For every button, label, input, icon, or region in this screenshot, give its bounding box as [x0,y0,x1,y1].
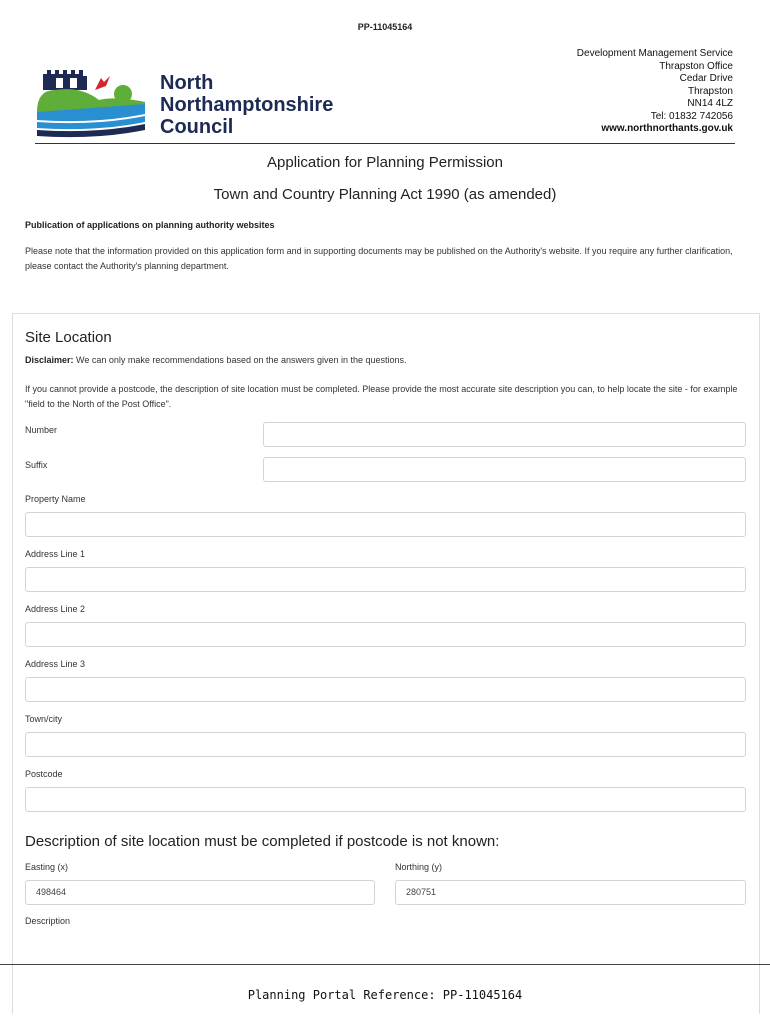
council-name-line: Council [160,116,234,138]
address-line-3-label: Address Line 3 [25,659,86,669]
site-location-panel [12,313,760,1014]
address-line: Tel: 01832 742056 [650,110,733,122]
property-name-input[interactable] [25,512,746,537]
site-location-title: Site Location [25,329,112,346]
address-line: Thrapston Office [659,60,733,72]
reference-number: PP-11045164 [357,22,413,32]
northing-label: Northing (y) [395,862,443,872]
publication-heading: Publication of applications on planning authority websites [25,220,275,230]
council-logo-icon [35,68,160,138]
address-line: Thrapston [687,85,733,97]
page-bottom-divider [0,964,770,965]
header-divider [35,143,735,144]
postcode-input[interactable] [25,787,746,812]
address-line-2-label: Address Line 2 [25,604,86,614]
property-name-label: Property Name [25,494,86,504]
number-input[interactable] [263,422,746,447]
address-line: Cedar Drive [679,73,733,84]
easting-label: Easting (x) [25,862,69,872]
footer-reference: Planning Portal Reference: PP-11045164 [247,988,523,1002]
town-city-input[interactable] [25,732,746,757]
council-name [160,72,333,138]
address-line: NN14 4LZ [687,98,733,109]
council-name-line: Northamptonshire [160,94,334,116]
town-city-label: Town/city [25,714,63,724]
site-description-title: Description of site location must be completed if postcode is not known: [25,833,500,850]
disclaimer-label: Disclaimer: [25,355,74,365]
page-title: Application for Planning Permission [267,154,503,171]
address-line-2-input[interactable] [25,622,746,647]
address-line: Development Management Service [576,48,733,59]
postcode-label: Postcode [25,769,63,779]
description-label: Description [25,916,71,926]
council-name-line: North [160,72,214,94]
council-logo [35,68,160,138]
council-address [577,48,733,136]
suffix-label: Suffix [25,460,48,470]
address-line-3-input[interactable] [25,677,746,702]
easting-input[interactable]: 498464 [25,880,375,905]
disclaimer-text: We can only make recommendations based on the answers given in the questions. [73,355,407,365]
website-link[interactable]: www.northnorthants.gov.uk [601,123,733,134]
suffix-input[interactable] [263,457,746,482]
publication-text: Please note that the information provided on this application form and in supporting documents may be published on the Authority's website. If you require any further clarification, please contact the Authority's planning department. [25,246,733,271]
northing-input[interactable]: 280751 [395,880,746,905]
site-location-help: If you cannot provide a postcode, the description of site location must be completed. Please provide the most accurate site description you can, to help locate the site - for example "field to the North of the Post Office". [25,384,738,409]
disclaimer [25,355,407,365]
page-subtitle: Town and Country Planning Act 1990 (as amended) [213,186,557,203]
address-line-1-input[interactable] [25,567,746,592]
number-label: Number [25,425,58,435]
address-line-1-label: Address Line 1 [25,549,86,559]
